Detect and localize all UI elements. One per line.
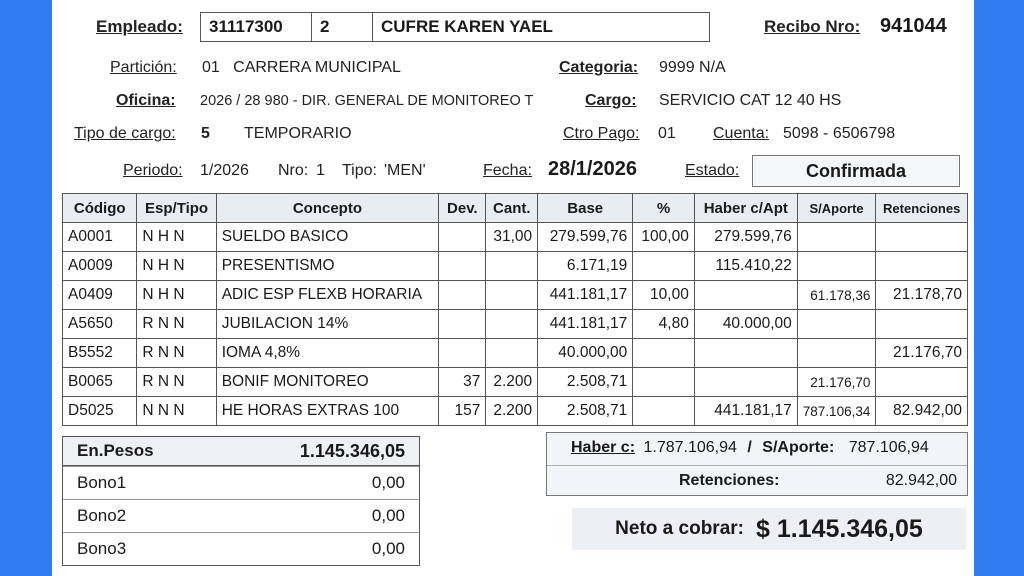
table-row bbox=[63, 310, 968, 339]
cell-concepto: HE HORAS EXTRAS 100 bbox=[216, 397, 439, 426]
table-row bbox=[63, 368, 968, 397]
cell-ret: 82.942,00 bbox=[876, 397, 968, 426]
col-concepto: Concepto bbox=[216, 194, 439, 223]
pesos-box bbox=[62, 436, 420, 566]
table-row bbox=[63, 281, 968, 310]
cell-ret bbox=[876, 252, 968, 281]
cell-pct bbox=[633, 252, 695, 281]
cuenta-label: Cuenta: bbox=[713, 125, 770, 142]
oficina-label: Oficina: bbox=[116, 92, 176, 109]
cell-ret bbox=[876, 223, 968, 252]
periodo-value: 1/2026 bbox=[200, 162, 249, 179]
col-dev: Dev. bbox=[439, 194, 486, 223]
cell-esp: N N N bbox=[137, 397, 216, 426]
cell-cant: 31,00 bbox=[486, 223, 538, 252]
pesos-label: En.Pesos bbox=[77, 441, 154, 460]
empleado-label: Empleado: bbox=[96, 17, 183, 36]
neto-box bbox=[572, 508, 966, 550]
cell-saporte bbox=[797, 339, 876, 368]
col-codigo: Código bbox=[63, 194, 137, 223]
cell-pct bbox=[633, 368, 695, 397]
cell-base: 2.508,71 bbox=[538, 397, 633, 426]
tipo-value: 'MEN' bbox=[384, 162, 426, 179]
totals-separator: / bbox=[747, 439, 752, 456]
neto-label: Neto a cobrar: bbox=[615, 518, 744, 539]
cell-codigo: A5650 bbox=[63, 310, 137, 339]
fecha-value: 28/1/2026 bbox=[548, 158, 637, 180]
haber-label: Haber c: bbox=[571, 439, 636, 456]
cell-ret bbox=[876, 368, 968, 397]
cell-cant bbox=[486, 281, 538, 310]
cell-saporte: 21.176,70 bbox=[797, 368, 876, 397]
cell-base: 441.181,17 bbox=[538, 310, 633, 339]
bono-label: Bono2 bbox=[77, 506, 127, 525]
cell-haber: 40.000,00 bbox=[694, 310, 797, 339]
col-pct: % bbox=[633, 194, 695, 223]
cell-pct: 10,00 bbox=[633, 281, 695, 310]
nro-value: 1 bbox=[316, 162, 325, 179]
cell-base: 6.171,19 bbox=[538, 252, 633, 281]
col-esp-tipo: Esp/Tipo bbox=[137, 194, 216, 223]
col-haber: Haber c/Apt bbox=[694, 194, 797, 223]
cell-concepto: BONIF MONITOREO bbox=[216, 368, 439, 397]
cell-concepto: PRESENTISMO bbox=[216, 252, 439, 281]
bono-label: Bono3 bbox=[77, 539, 127, 558]
cell-codigo: D5025 bbox=[63, 397, 137, 426]
conceptos-table bbox=[62, 193, 968, 426]
pesos-total: 1.145.346,05 bbox=[299, 440, 405, 461]
estado-badge: Confirmada bbox=[752, 155, 960, 187]
periodo-label: Periodo: bbox=[123, 162, 183, 179]
cell-pct: 100,00 bbox=[633, 223, 695, 252]
cell-esp: N H N bbox=[137, 252, 216, 281]
cell-dev bbox=[439, 310, 486, 339]
saporte-value: 787.106,94 bbox=[848, 439, 929, 456]
cell-esp: R N N bbox=[137, 368, 216, 397]
totals-box bbox=[546, 432, 968, 496]
cell-esp: N H N bbox=[137, 281, 216, 310]
cell-ret: 21.178,70 bbox=[876, 281, 968, 310]
table-row bbox=[63, 252, 968, 281]
cell-pct: 4,80 bbox=[633, 310, 695, 339]
fecha-label: Fecha: bbox=[483, 162, 532, 179]
tipo-label: Tipo: bbox=[342, 162, 377, 179]
bono-label: Bono1 bbox=[77, 473, 127, 492]
cell-concepto: JUBILACION 14% bbox=[216, 310, 439, 339]
cell-base: 40.000,00 bbox=[538, 339, 633, 368]
receipt-page bbox=[52, 0, 974, 576]
totals-haber-row bbox=[571, 439, 929, 457]
categoria-value: 9999 N/A bbox=[659, 59, 726, 76]
tipo-cargo-value: TEMPORARIO bbox=[244, 125, 352, 142]
cell-haber: 279.599,76 bbox=[694, 223, 797, 252]
cell-esp: R N N bbox=[137, 310, 216, 339]
col-base: Base bbox=[538, 194, 633, 223]
cell-esp: R N N bbox=[137, 339, 216, 368]
col-cant: Cant. bbox=[486, 194, 538, 223]
cell-ret bbox=[876, 310, 968, 339]
cell-codigo: A0409 bbox=[63, 281, 137, 310]
cell-dev: 157 bbox=[439, 397, 486, 426]
cell-haber bbox=[694, 368, 797, 397]
tipo-cargo-num: 5 bbox=[201, 125, 210, 142]
cell-saporte bbox=[797, 223, 876, 252]
empleado-box bbox=[200, 12, 710, 42]
ctro-pago-value: 01 bbox=[658, 125, 676, 142]
cuenta-value: 5098 - 6506798 bbox=[783, 125, 896, 142]
particion-value: 01 CARRERA MUNICIPAL bbox=[202, 59, 401, 76]
tipo-cargo-label: Tipo de cargo: bbox=[74, 125, 176, 142]
bono-row bbox=[63, 532, 419, 565]
cell-cant bbox=[486, 339, 538, 368]
cell-haber bbox=[694, 281, 797, 310]
haber-value: 1.787.106,94 bbox=[643, 439, 737, 456]
nombre-value: CUFRE KAREN YAEL bbox=[381, 17, 553, 36]
cell-dev: 37 bbox=[439, 368, 486, 397]
cell-codigo: B0065 bbox=[63, 368, 137, 397]
categoria-label: Categoria: bbox=[559, 59, 639, 76]
cell-haber bbox=[694, 339, 797, 368]
cell-codigo: A0009 bbox=[63, 252, 137, 281]
cell-dev bbox=[439, 223, 486, 252]
nro-label: Nro: bbox=[278, 162, 309, 179]
bono-row bbox=[63, 499, 419, 532]
cell-haber: 115.410,22 bbox=[694, 252, 797, 281]
cell-dev bbox=[439, 281, 486, 310]
table-row bbox=[63, 339, 968, 368]
bono-row bbox=[63, 466, 419, 499]
legajo-value: 31117300 bbox=[201, 13, 312, 41]
cell-base: 441.181,17 bbox=[538, 281, 633, 310]
cell-cant bbox=[486, 252, 538, 281]
table-row bbox=[63, 397, 968, 426]
cell-pct bbox=[633, 339, 695, 368]
table-header-row bbox=[63, 194, 968, 223]
bono-value: 0,00 bbox=[371, 539, 405, 558]
estado-label: Estado: bbox=[685, 162, 740, 179]
cell-base: 279.599,76 bbox=[538, 223, 633, 252]
cell-saporte bbox=[797, 252, 876, 281]
ret-label: Retenciones: bbox=[679, 472, 780, 489]
cell-concepto: IOMA 4,8% bbox=[216, 339, 439, 368]
ctro-pago-label: Ctro Pago: bbox=[563, 125, 640, 142]
saporte-label: S/Aporte: bbox=[762, 439, 835, 456]
oficina-value: 2026 / 28 980 - DIR. GENERAL DE MONITOREO T bbox=[200, 93, 534, 109]
col-saporte: S/Aporte bbox=[797, 194, 876, 223]
cargo-label: Cargo: bbox=[585, 92, 637, 109]
cell-codigo: B5552 bbox=[63, 339, 137, 368]
cell-saporte: 787.106,34 bbox=[797, 397, 876, 426]
cargo-value: SERVICIO CAT 12 40 HS bbox=[659, 92, 842, 109]
recibo-label: Recibo Nro: bbox=[764, 17, 861, 36]
cell-haber: 441.181,17 bbox=[694, 397, 797, 426]
ret-value: 82.942,00 bbox=[885, 472, 957, 489]
cell-concepto: SUELDO BASICO bbox=[216, 223, 439, 252]
totals-ret-row bbox=[547, 465, 967, 496]
cell-esp: N H N bbox=[137, 223, 216, 252]
bono-value: 0,00 bbox=[371, 506, 405, 525]
cell-saporte: 61.178,36 bbox=[797, 281, 876, 310]
cell-dev bbox=[439, 252, 486, 281]
col-retenciones: Retenciones bbox=[876, 194, 968, 223]
cell-pct bbox=[633, 397, 695, 426]
neto-value: $ 1.145.346,05 bbox=[755, 514, 923, 543]
cell-cant: 2.200 bbox=[486, 397, 538, 426]
cell-saporte bbox=[797, 310, 876, 339]
particion-label: Partición: bbox=[110, 59, 177, 76]
cell-base: 2.508,71 bbox=[538, 368, 633, 397]
cell-cant bbox=[486, 310, 538, 339]
digito-value: 2 bbox=[312, 13, 373, 41]
table-row bbox=[63, 223, 968, 252]
recibo-value: 941044 bbox=[880, 15, 947, 37]
bono-value: 0,00 bbox=[371, 473, 405, 492]
cell-codigo: A0001 bbox=[63, 223, 137, 252]
cell-concepto: ADIC ESP FLEXB HORARIA bbox=[216, 281, 439, 310]
cell-cant: 2.200 bbox=[486, 368, 538, 397]
pesos-header-row bbox=[63, 437, 419, 466]
cell-dev bbox=[439, 339, 486, 368]
cell-ret: 21.176,70 bbox=[876, 339, 968, 368]
